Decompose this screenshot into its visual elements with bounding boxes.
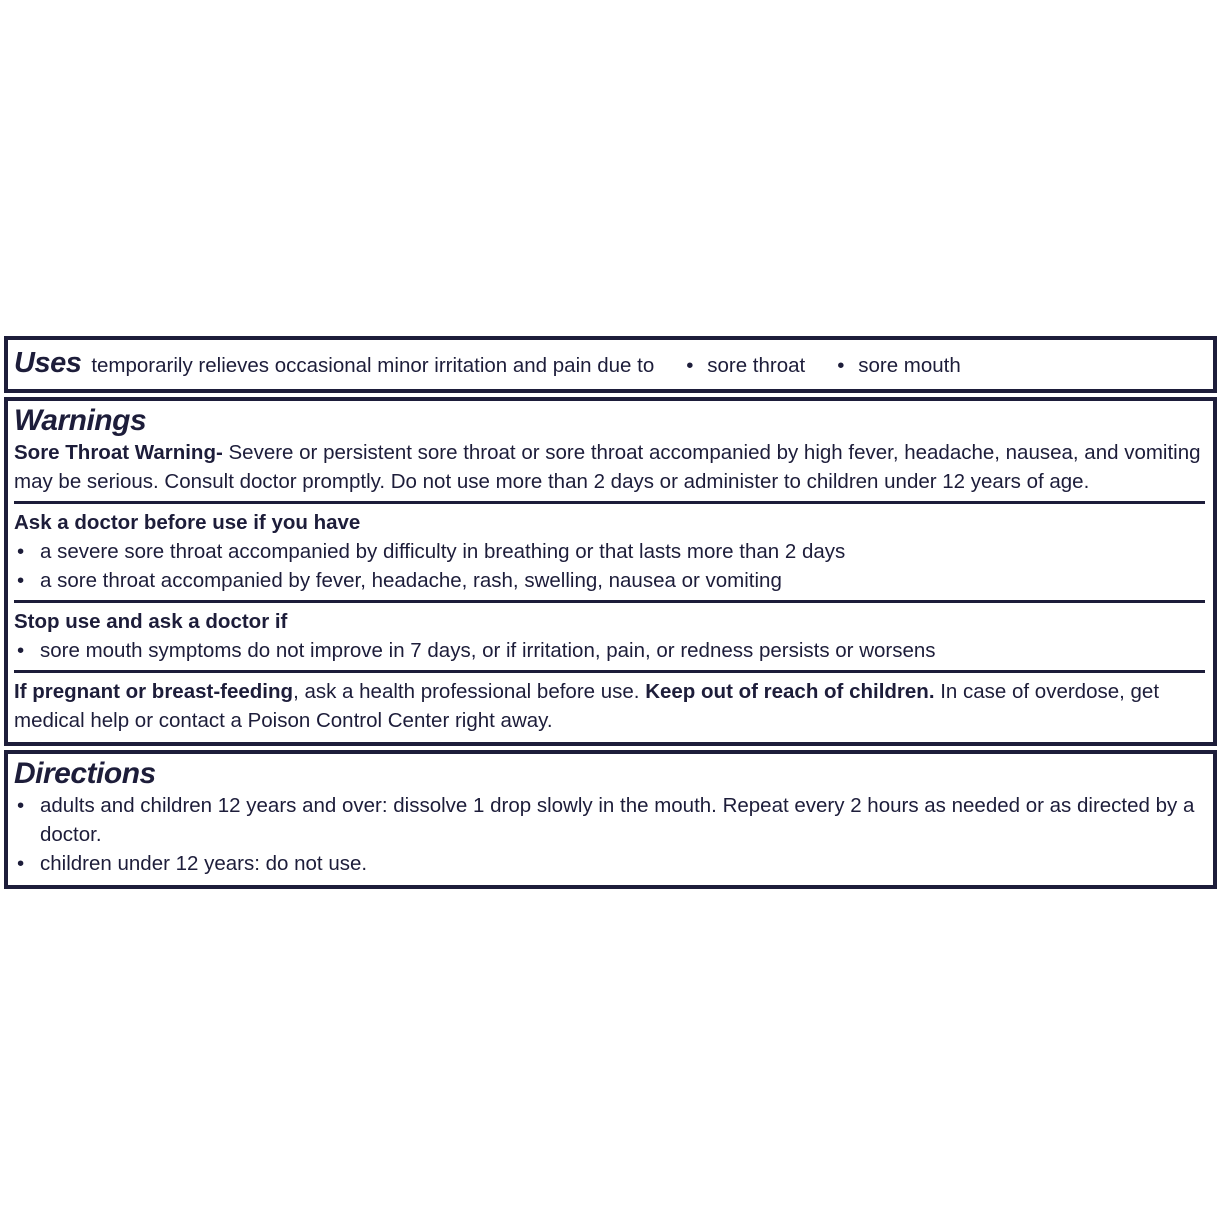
uses-section: [4, 336, 1217, 393]
uses-heading: Uses: [14, 347, 82, 379]
drug-facts-label: [4, 336, 1217, 893]
warnings-heading: Warnings: [14, 404, 147, 437]
separator-line: [14, 670, 1205, 673]
stop-use-heading: Stop use and ask a doctor if: [14, 610, 288, 633]
directions-heading: Directions: [14, 757, 156, 790]
pregnancy-text: , ask a health professional before use.: [293, 680, 646, 703]
uses-bullet-sore-throat: • sore throat: [686, 351, 805, 380]
pregnancy-bold: If pregnant or breast-feeding: [14, 680, 294, 703]
separator-line: [14, 600, 1205, 603]
ask-doctor-bullet-1: • a severe sore throat accompanied by difficulty in breathing or that lasts more than 2 days: [14, 537, 1205, 566]
sore-throat-warning-paragraph: [14, 438, 1205, 496]
directions-bullet-children: • children under 12 years: do not use.: [14, 849, 1205, 878]
directions-section: [4, 750, 1217, 889]
uses-bullet-sore-mouth: • sore mouth: [837, 351, 961, 380]
pregnancy-paragraph: [14, 677, 1205, 735]
sore-throat-warning-bold: Sore Throat Warning-: [14, 441, 223, 464]
warnings-section: [4, 397, 1217, 746]
overdose-text: In case of overdose, get medical help or contact a Poison Control Center right away.: [14, 680, 1160, 732]
ask-doctor-heading: Ask a doctor before use if you have: [14, 511, 361, 534]
keep-out-of-reach-bold: Keep out of reach of children.: [645, 680, 935, 703]
sore-throat-warning-text: Severe or persistent sore throat or sore throat accompanied by high fever, headache, nausea, and vomiting may be serious. Consult doctor promptly. Do not use more than 2 days or administer to children under 12 years of age.: [14, 441, 1201, 493]
directions-bullet-adults: • adults and children 12 years and over: dissolve 1 drop slowly in the mouth. Repeat every 2 hours as needed or as directed by a doctor.: [14, 791, 1205, 849]
ask-doctor-bullet-2: • a sore throat accompanied by fever, headache, rash, swelling, nausea or vomiting: [14, 566, 1205, 595]
stop-use-bullet-1: • sore mouth symptoms do not improve in 7 days, or if irritation, pain, or redness persists or worsens: [14, 636, 1205, 665]
separator-line: [14, 501, 1205, 504]
uses-text: temporarily relieves occasional minor irritation and pain due to: [91, 354, 655, 377]
